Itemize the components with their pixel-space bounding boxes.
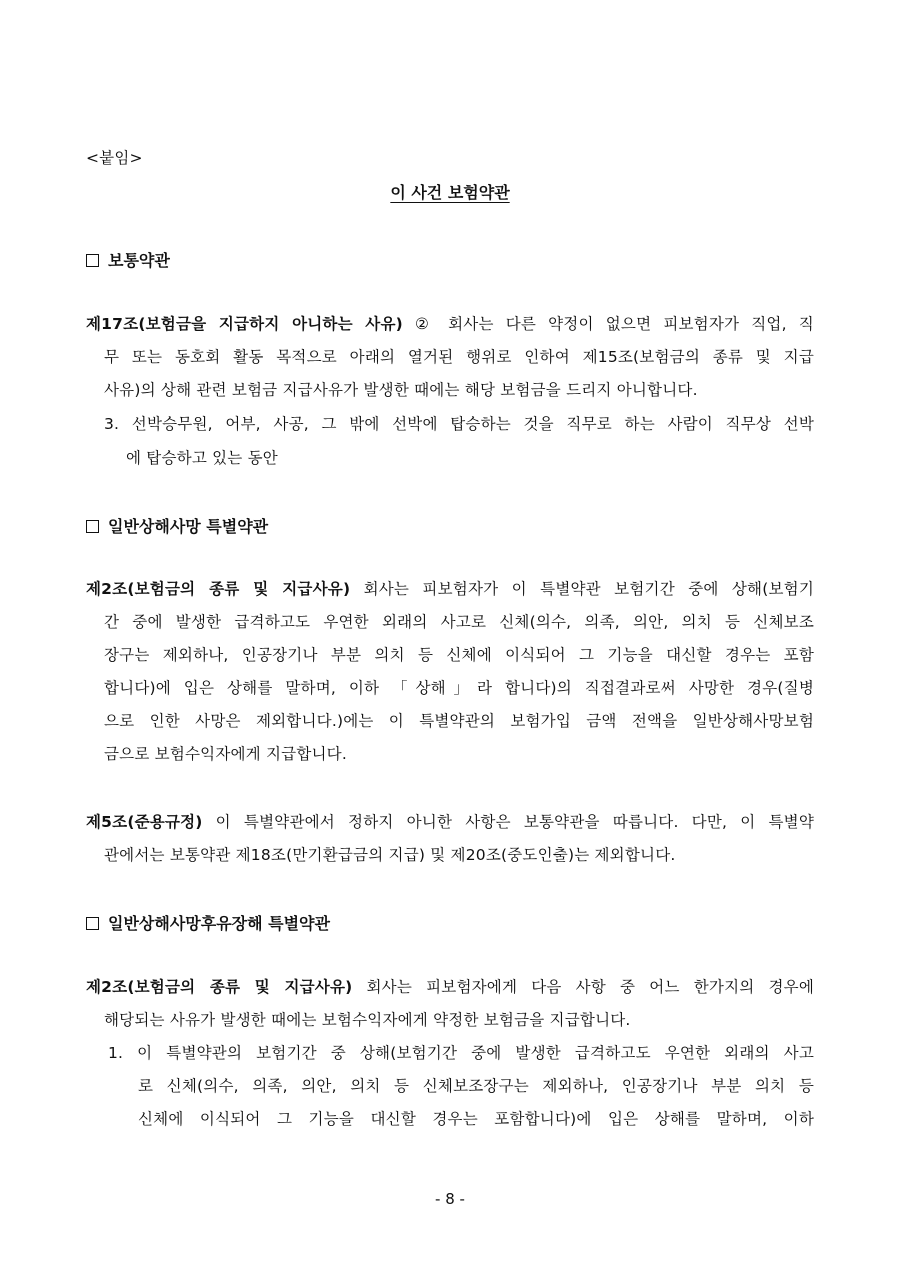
article-17-item-3-line-1: 3. 선박승무원, 어부, 사공, 그 밖에 선박에 탑승하는 것을 직무로 하는 사람이 직무상 선박 — [104, 415, 814, 433]
article-2-line-1: 제2조(보험금의 종류 및 지급사유) 회사는 피보험자가 이 특별약관 보험기간 중에 상해(보험기 — [86, 580, 815, 598]
checkbox-square-icon — [86, 520, 99, 533]
section-header-accident-death-disability: 일반상해사망후유장해 특별약관 — [86, 911, 330, 934]
section-header-accident-death: 일반상해사망 특별약관 — [86, 514, 268, 537]
article-2b-item-1-line-2: 로 신체(의수, 의족, 의안, 의치 등 신체보조장구는 제외하나, 인공장기나 부분 의치 등 — [138, 1077, 814, 1095]
article-2-line-3: 장구는 제외하나, 인공장기나 부분 의치 등 신체에 이식되어 그 기능을 대신할 경우는 포함 — [104, 646, 814, 664]
section-header-general-terms: 보통약관 — [86, 248, 170, 271]
article-2b-item-1-line-1: 1. 이 특별약관의 보험기간 중 상해(보험기간 중에 발생한 급격하고도 우연한 외래의 사고 — [108, 1044, 814, 1062]
article-5-line-2: 관에서는 보통약관 제18조(만기환급금의 지급) 및 제20조(중도인출)는 제외합니다. — [104, 846, 676, 864]
article-2-line-6: 금으로 보험수익자에게 지급합니다. — [104, 745, 347, 763]
article-17-line-1: 제17조(보험금을 지급하지 아니하는 사유) ② 회사는 다른 약정이 없으면 피보험자가 직업, 직 — [86, 315, 814, 333]
article-2b-line-2: 해당되는 사유가 발생한 때에는 보험수익자에게 약정한 보험금을 지급합니다. — [104, 1011, 631, 1029]
article-2-line-4: 합니다)에 입은 상해를 말하며, 이하 「상해」라 합니다)의 직접결과로써 사망한 경우(질병 — [104, 679, 814, 697]
attachment-label: <붙임> — [86, 149, 143, 167]
article-5-line-1: 제5조(준용규정) 이 특별약관에서 정하지 아니한 사항은 보통약관을 따릅니다. 다만, 이 특별약 — [86, 813, 814, 831]
article-2b-item-1-line-3: 신체에 이식되어 그 기능을 대신할 경우는 포함합니다)에 입은 상해를 말하며, 이하 — [138, 1110, 814, 1128]
document-title: 이 사건 보험약관 — [390, 183, 510, 202]
article-17-item-3-line-2: 에 탑승하고 있는 동안 — [126, 449, 278, 467]
article-2-line-5: 으로 인한 사망은 제외합니다.)에는 이 특별약관의 보험가입 금액 전액을 일반상해사망보험 — [104, 712, 814, 730]
article-2b-line-1: 제2조(보험금의 종류 및 지급사유) 회사는 피보험자에게 다음 사항 중 어느 한가지의 경우에 — [86, 978, 815, 996]
checkbox-square-icon — [86, 917, 99, 930]
article-17-line-3: 사유)의 상해 관련 보험금 지급사유가 발생한 때에는 해당 보험금을 드리지 아니합니다. — [104, 381, 698, 399]
checkbox-square-icon — [86, 254, 99, 267]
article-2-line-2: 간 중에 발생한 급격하고도 우연한 외래의 사고로 신체(의수, 의족, 의안, 의치 등 신체보조 — [104, 613, 814, 631]
article-17-line-2: 무 또는 동호회 활동 목적으로 아래의 열거된 행위로 인하여 제15조(보험금의 종류 및 지급 — [104, 348, 814, 366]
page-number: - 8 - — [435, 1190, 465, 1208]
